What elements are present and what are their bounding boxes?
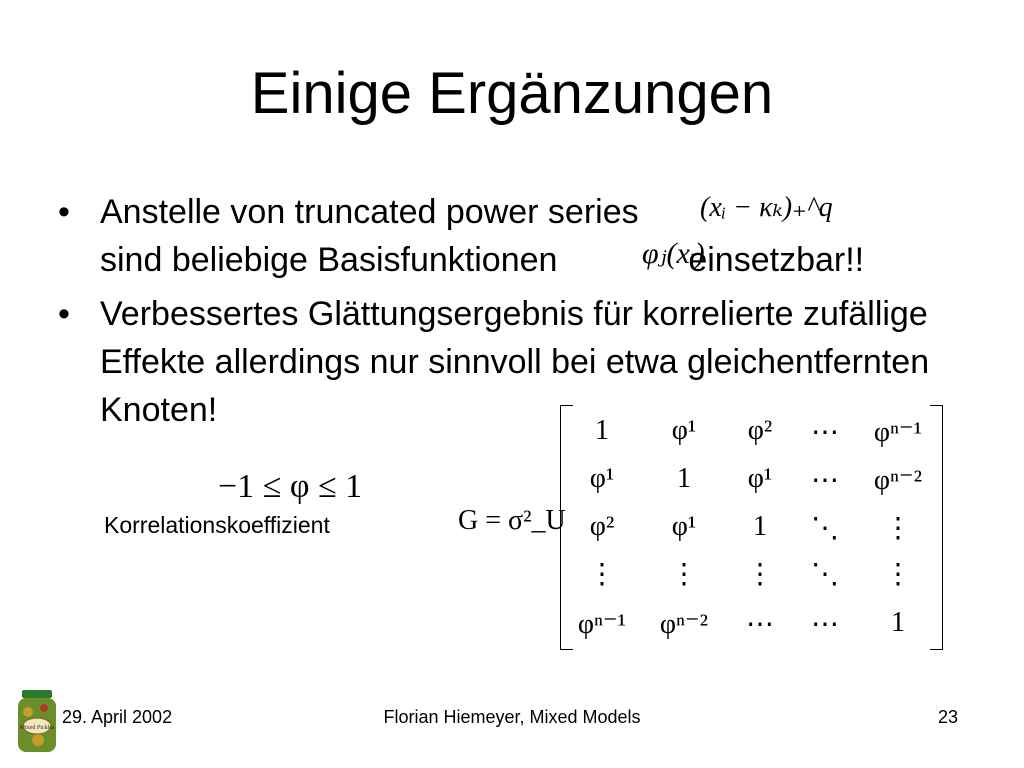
bullet-item-1 [58, 188, 998, 284]
matrix-cell: φ¹ [671, 415, 697, 446]
bullet-1-line-2-a: sind beliebige Basisfunktionen [100, 241, 558, 279]
matrix-cell: ⋯ [746, 609, 774, 640]
matrix-cell: ⋮ [884, 559, 912, 590]
matrix-cell: φⁿ⁻¹ [873, 417, 923, 448]
matrix-cell: 1 [891, 607, 905, 638]
matrix-cell: ⋮ [588, 559, 616, 590]
matrix-cell: 1 [677, 463, 691, 494]
g-equals-formula: G = σ²_U [458, 505, 566, 536]
matrix-cell: φⁿ⁻¹ [577, 609, 627, 640]
matrix-cell: 1 [753, 511, 767, 542]
matrix-cell: φ² [747, 415, 773, 446]
matrix-cell: ⋱ [811, 559, 839, 590]
logo-text: Mixed Pickles [19, 725, 55, 731]
matrix-cell: ⋱ [811, 513, 839, 544]
basis-function-formula: φⱼ(xᵢ) [642, 237, 705, 270]
matrix-cell: ⋯ [811, 465, 839, 496]
slide-title: Einige Ergänzungen [250, 61, 774, 126]
matrix-cell: ⋮ [884, 513, 912, 544]
bullet-icon: • [58, 193, 70, 231]
bullet-icon: • [58, 295, 70, 333]
matrix-cell: φ¹ [671, 511, 697, 542]
footer-author: Florian Hiemeyer, Mixed Models [383, 707, 641, 727]
correlation-matrix [555, 405, 945, 650]
bullet-1-line-2-b: einsetzbar!! [688, 241, 865, 279]
matrix-cell: ⋯ [811, 417, 839, 448]
matrix-cell: φⁿ⁻² [659, 609, 709, 640]
matrix-cell: ⋯ [811, 609, 839, 640]
footer-date: 29. April 2002 [62, 707, 173, 727]
bullet-2-text: Verbessertes Glättungsergebnis für korrelierte zufällige Effekte allerdings nur sinnvoll bei etwa gleichentfernten Knoten! [100, 295, 930, 429]
bullet-1-line-1: Anstelle von truncated power series [100, 193, 639, 231]
matrix-cell: ⋮ [746, 559, 774, 590]
matrix-cell: φ¹ [747, 463, 773, 494]
matrix-cell: φ¹ [589, 463, 615, 494]
matrix-cell: φⁿ⁻² [873, 465, 923, 496]
matrix-cell: ⋮ [670, 559, 698, 590]
matrix-cell: φ² [589, 511, 615, 542]
correlation-label: Korrelationskoeffizient [104, 512, 330, 538]
footer-page-number: 23 [938, 707, 959, 727]
power-series-formula: (xᵢ − κₖ)₊^q [700, 192, 833, 223]
bullet-list [58, 188, 998, 434]
correlation-inequality: −1 ≤ φ ≤ 1 [218, 468, 363, 505]
bullet-1-line-2 [100, 236, 998, 284]
matrix-cell: 1 [595, 415, 609, 446]
